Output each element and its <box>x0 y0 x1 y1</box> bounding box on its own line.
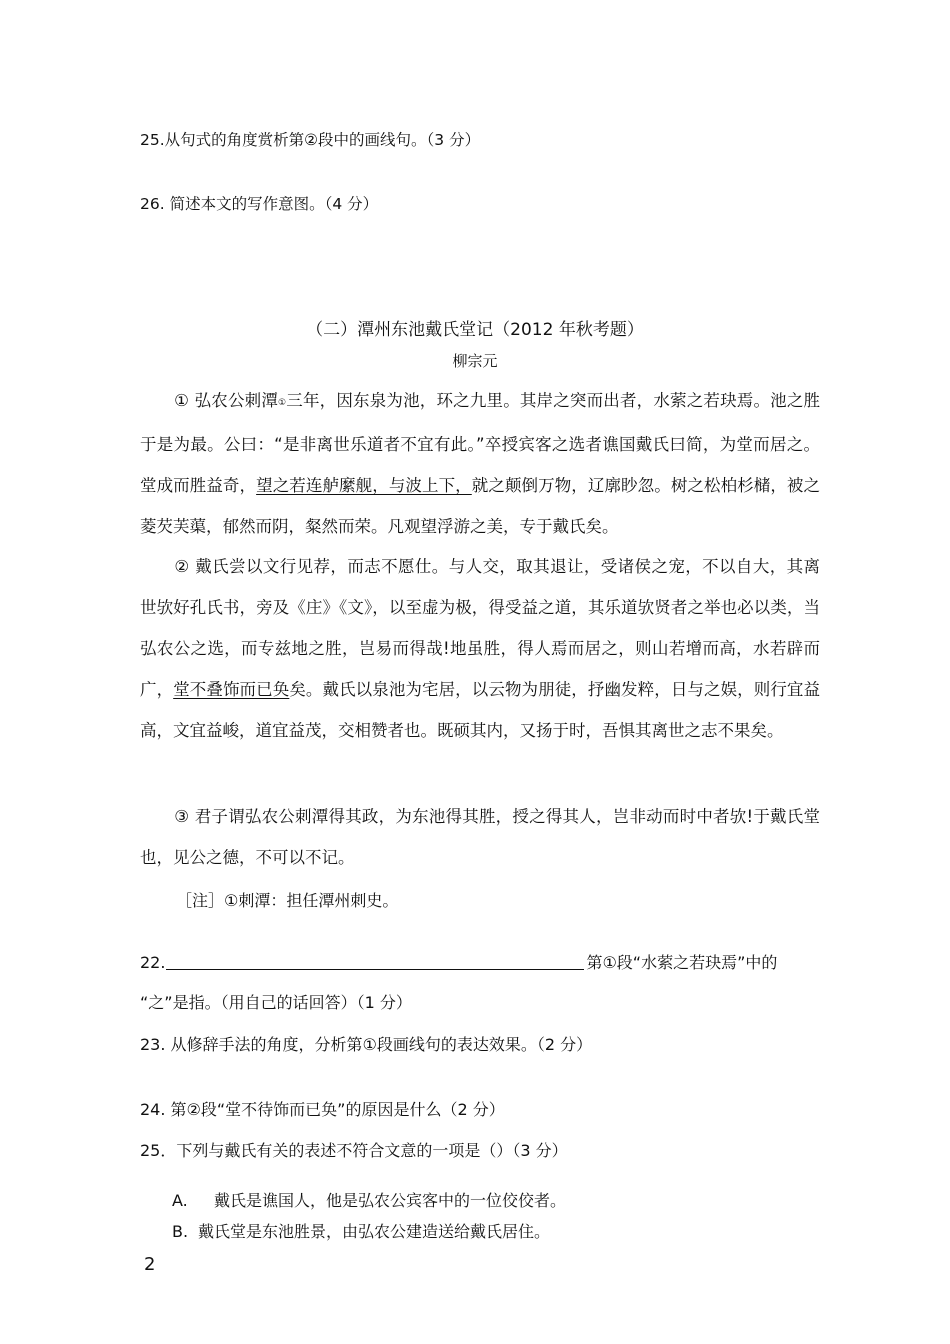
paragraph-2-text-b: 矣。戴氏以泉池为宅居，以云物为朋徒，抒幽发粹，日与之娱，则行宜益高，文宜益峻，道宜益茂，交相赞者也。既硕其内，又扬于时，吾惧其离世之志不果矣。 <box>140 680 821 740</box>
paragraph-1-text-c: 就之颠倒万物，辽廓眇忽。树之松柏杉槠，被之菱芡芙蕖，郁然而阴，粲然而荣。凡观望浮游之美，专于戴氏矣。 <box>140 476 821 536</box>
paragraph-1-number: ① <box>174 391 190 410</box>
footnote: ［注］①刺潭：担任潭州刺史。 <box>176 891 399 910</box>
option-b <box>172 1219 550 1242</box>
page-number: 2 <box>144 1254 156 1275</box>
paragraph-2-text-a: 戴氏尝以文行见荐，而志不愿仕。与人交，取其退让，受诸侯之宠，不以自大，其离世欤好孔氏书，旁及《庄》《文》，以至虚为极，得受益之道，其乐道欤贤者之举也必以类，当弘农公之选，而专兹地之胜，岂易而得哉!地虽胜，得人焉而居之，则山若增而高，水若辟而广， <box>140 557 821 699</box>
question-22 <box>140 952 777 974</box>
answer-blank <box>166 955 584 970</box>
paragraph-3-text: 君子谓弘农公刺潭得其政，为东池得其胜，授之得其人，岂非动而时中者欤!于戴氏堂也，见公之德，不可以不记。 <box>140 807 820 867</box>
question-24: 24. 第②段“堂不待饰而已奂”的原因是什么（2 分） <box>140 1100 505 1119</box>
paragraph-3-number: ③ <box>174 807 190 826</box>
question-25: 25．下列与戴氏有关的表述不符合文意的一项是（）（3 分） <box>140 1141 568 1160</box>
underlined-sentence-2: 堂不叠饰而已奂 <box>173 680 290 699</box>
option-b-text: 戴氏堂是东池胜景，由弘农公建造送给戴氏居住。 <box>198 1222 551 1241</box>
paragraph-1 <box>140 380 820 547</box>
underlined-sentence-1: 望之若连舻縻舰，与波上下， <box>256 476 472 495</box>
question-22-text: 第①段“水萦之若玦焉”中的 <box>586 953 778 972</box>
option-a-label: A. <box>172 1191 188 1210</box>
paragraph-2-number: ② <box>174 557 190 576</box>
article-title: （二）潭州东池戴氏堂记（2012 年秋考题） <box>306 320 644 340</box>
question-22-line-2: “之”是指。（用自己的话回答）（1 分） <box>140 993 412 1012</box>
article-author: 柳宗元 <box>452 352 498 370</box>
option-a <box>172 1188 566 1211</box>
option-a-text: 戴氏是谯国人，他是弘农公宾客中的一位佼佼者。 <box>214 1191 567 1210</box>
paragraph-3 <box>140 796 820 878</box>
paragraph-1-text-a: 弘农公刺潭 <box>194 391 279 410</box>
question-23: 23. 从修辞手法的角度，分析第①段画线句的表达效果。（2 分） <box>140 1035 593 1054</box>
note-mark: ① <box>278 398 287 408</box>
question-22-number: 22. <box>140 953 166 972</box>
paragraph-2 <box>140 546 820 751</box>
question-25-top: 25.从句式的角度赏析第②段中的画线句。（3 分） <box>140 131 481 149</box>
question-26: 26. 简述本文的写作意图。（4 分） <box>140 195 379 213</box>
paragraph-1-text-b: 三年，因东泉为池，环之九里。其岸之突而出者，水萦之若玦焉。池之胜于是为最。公曰：“是非离世乐道者不宜有此。”卒授宾客之选者谯国戴氏曰简，为堂而居之。堂成而胜益奇， <box>140 391 821 495</box>
option-b-label: B. <box>172 1222 189 1241</box>
